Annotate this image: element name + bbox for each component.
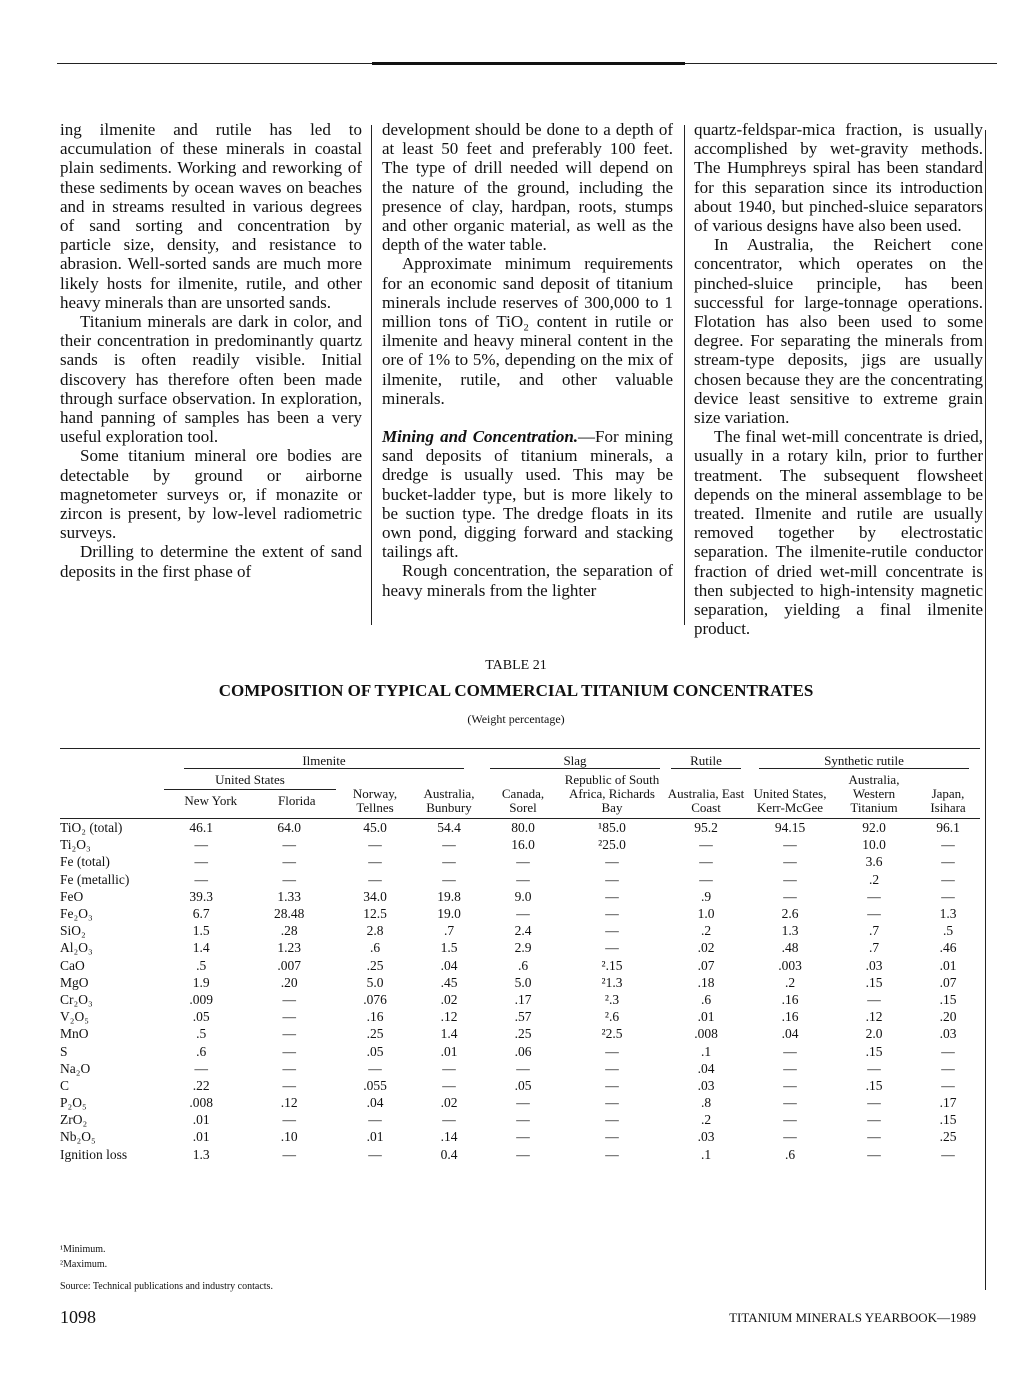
table-cell: .04 bbox=[781, 1026, 799, 1042]
table-cell: — bbox=[282, 1077, 296, 1093]
paragraph: quartz-feldspar-mica fraction, is usually accomplished by wet-gravity methods. The Humphreys spiral has been standard for this separation since its introduction about 1940, but pinched-sluice separators of various designs have also been used. bbox=[694, 120, 983, 236]
table-cell: — bbox=[783, 1129, 797, 1145]
table-cell: .1 bbox=[700, 1043, 712, 1059]
table-cell: 9.0 bbox=[514, 888, 532, 904]
table-cell: — bbox=[783, 1060, 797, 1076]
table-cell: 6.7 bbox=[192, 906, 210, 922]
table-cell: .2 bbox=[868, 871, 880, 887]
table-cell: — bbox=[282, 1060, 296, 1076]
table-cell: — bbox=[516, 1129, 530, 1145]
table-cell: 39.3 bbox=[189, 888, 213, 904]
table-cell: 80.0 bbox=[511, 820, 535, 836]
table-cell: — bbox=[368, 837, 382, 853]
table-cell: .15 bbox=[939, 991, 957, 1007]
table-cell: .25 bbox=[939, 1129, 957, 1145]
table-cell: — bbox=[605, 1077, 619, 1093]
table-cell: .01 bbox=[939, 957, 957, 973]
table-cell: .10 bbox=[280, 1129, 298, 1145]
table-cell: — bbox=[194, 837, 208, 853]
table-cell: — bbox=[867, 991, 881, 1007]
table-cell: — bbox=[516, 1095, 530, 1111]
table-title: COMPOSITION OF TYPICAL COMMERCIAL TITANIUM CONCENTRATES bbox=[218, 681, 814, 700]
table-cell: .20 bbox=[939, 1009, 957, 1025]
running-title: TITANIUM MINERALS YEARBOOK—1989 bbox=[729, 1310, 976, 1325]
table-cell: — bbox=[783, 837, 797, 853]
table-cell: — bbox=[941, 1146, 955, 1162]
table-cell: — bbox=[516, 1146, 530, 1162]
header-row-groups bbox=[60, 752, 980, 771]
paragraph: The final wet-mill concentrate is dried, usually in a rotary kiln, prior to further treatment. The subsequent flowsheet depends on the mineral assemblage to be treated. Ilmenite and rutile are usually removed together by electrostatic separation. The ilmenite-rutile conductor fraction of dried wet-mill concentrate is then subjected to high-intensity magnetic separation, yielding a final ilmenite product. bbox=[694, 427, 983, 639]
table-cell: .01 bbox=[697, 1009, 715, 1025]
table-cell: 54.4 bbox=[437, 820, 461, 836]
table-cell: .25 bbox=[366, 1026, 384, 1042]
table-cell: — bbox=[867, 906, 881, 922]
row-label: Cr₂O₃ bbox=[60, 991, 93, 1007]
table-cell: 5.0 bbox=[366, 974, 384, 990]
table-cell: .6 bbox=[700, 991, 712, 1007]
row-label: Nb₂O₅ bbox=[60, 1129, 96, 1145]
table-cell: — bbox=[867, 1112, 881, 1128]
table-cell: 0.4 bbox=[440, 1146, 458, 1162]
text-column-2 bbox=[382, 120, 673, 600]
table-cell: .15 bbox=[939, 1112, 957, 1128]
table-cell: .03 bbox=[697, 1077, 715, 1093]
table-cell: — bbox=[605, 1112, 619, 1128]
group-united-states: United States New York Florida bbox=[162, 771, 338, 817]
table-cell: 1.3 bbox=[939, 906, 957, 922]
table-cell: — bbox=[516, 906, 530, 922]
table-cell: — bbox=[282, 1009, 296, 1025]
table-cell: — bbox=[368, 1146, 382, 1162]
table-cell: .05 bbox=[192, 1009, 210, 1025]
table-cell: 1.0 bbox=[697, 906, 715, 922]
table-cell: ¹85.0 bbox=[598, 820, 626, 836]
paragraph-text: —For mining sand deposits of titanium minerals, a dredge is usually used. This may be bucket-ladder type, but is more likely to be suction type. The dredge floats in its own pond, digging forward and stacking tailings aft. bbox=[382, 427, 673, 562]
row-label: FeO bbox=[60, 888, 84, 904]
page-right-rule bbox=[985, 130, 986, 1290]
table-cell: — bbox=[194, 871, 208, 887]
footnote-2: ²Maximum. bbox=[60, 1259, 108, 1270]
table-cell: .15 bbox=[865, 1077, 883, 1093]
table-cell: — bbox=[605, 923, 619, 939]
table-cell: — bbox=[442, 1077, 456, 1093]
table-cell: ²2.5 bbox=[601, 1026, 623, 1042]
header-row-columns bbox=[60, 771, 980, 817]
table-cell: — bbox=[783, 1077, 797, 1093]
footnote-1: ¹Minimum. bbox=[60, 1244, 106, 1255]
table-row bbox=[60, 1128, 980, 1145]
table-cell: — bbox=[605, 1095, 619, 1111]
table-cell: ².6 bbox=[604, 1009, 620, 1025]
table-cell: — bbox=[867, 1095, 881, 1111]
col-united-states-km: United States, Kerr-McGee bbox=[753, 786, 827, 815]
table-cell: .15 bbox=[865, 1043, 883, 1059]
table-cell: .17 bbox=[939, 1095, 957, 1111]
table-cell: — bbox=[783, 1112, 797, 1128]
table-cell: — bbox=[516, 871, 530, 887]
table-cell: .1 bbox=[700, 1146, 712, 1162]
row-label: Ti₂O₃ bbox=[60, 837, 91, 853]
table-cell: .076 bbox=[363, 991, 387, 1007]
table-cell: 10.0 bbox=[862, 837, 886, 853]
table-cell: 3.6 bbox=[865, 854, 883, 870]
table-cell: .008 bbox=[694, 1026, 718, 1042]
table-cell: — bbox=[442, 837, 456, 853]
table-cell: .16 bbox=[781, 991, 799, 1007]
table-row bbox=[60, 1060, 980, 1077]
table-cell: .04 bbox=[440, 957, 458, 973]
table-cell: — bbox=[941, 837, 955, 853]
col-new-york: New York bbox=[184, 793, 238, 808]
text-column-1 bbox=[60, 120, 362, 581]
table-cell: — bbox=[282, 1026, 296, 1042]
table-cell: — bbox=[867, 888, 881, 904]
table-body bbox=[60, 819, 980, 1163]
table-cell: — bbox=[282, 871, 296, 887]
table-cell: .2 bbox=[784, 974, 796, 990]
col-japan: Japan, Isihara bbox=[930, 786, 966, 815]
table-cell: .6 bbox=[196, 1043, 207, 1059]
table-cell: .02 bbox=[697, 940, 715, 956]
table-cell: 92.0 bbox=[862, 820, 886, 836]
table-cell: .12 bbox=[280, 1095, 298, 1111]
table-cell: — bbox=[699, 837, 713, 853]
row-label: Na₂O bbox=[60, 1060, 91, 1076]
table-top-rule bbox=[60, 748, 980, 749]
table-subtitle: (Weight percentage) bbox=[467, 712, 565, 726]
table-cell: 95.2 bbox=[694, 820, 718, 836]
row-label: P₂O₅ bbox=[60, 1095, 87, 1111]
table-cell: .06 bbox=[514, 1043, 532, 1059]
col-south-africa: Republic of South Africa, Richards Bay bbox=[564, 772, 660, 815]
table-cell: 2.8 bbox=[366, 923, 384, 939]
table-cell: .46 bbox=[939, 940, 957, 956]
table-cell: 2.6 bbox=[781, 906, 799, 922]
table-cell: .6 bbox=[784, 1146, 796, 1162]
table-cell: — bbox=[783, 854, 797, 870]
table-cell: — bbox=[282, 837, 296, 853]
table-row bbox=[60, 1025, 980, 1042]
table-cell: .003 bbox=[778, 957, 802, 973]
table-cell: 1.3 bbox=[192, 1146, 210, 1162]
table-cell: ².3 bbox=[604, 991, 620, 1007]
table-cell: .05 bbox=[514, 1077, 532, 1093]
group-synthetic: Synthetic rutile bbox=[748, 752, 980, 771]
table-cell: .17 bbox=[514, 991, 532, 1007]
table-row bbox=[60, 957, 980, 974]
table-cell: .5 bbox=[196, 957, 207, 973]
column-divider-1 bbox=[371, 125, 372, 625]
table-cell: — bbox=[282, 1043, 296, 1059]
table-cell: — bbox=[605, 906, 619, 922]
table-cell: 28.48 bbox=[274, 906, 305, 922]
row-label: V₂O₅ bbox=[60, 1009, 89, 1025]
table-cell: 1.5 bbox=[192, 923, 210, 939]
row-label: Al₂O₃ bbox=[60, 940, 93, 956]
text-column-3 bbox=[694, 120, 983, 638]
table-cell: .07 bbox=[697, 957, 715, 973]
table-cell: .5 bbox=[942, 923, 954, 939]
table-cell: .22 bbox=[192, 1077, 210, 1093]
table-cell: — bbox=[605, 1146, 619, 1162]
table-cell: .16 bbox=[366, 1009, 384, 1025]
table-cell: 2.9 bbox=[514, 940, 532, 956]
table-cell: 1.4 bbox=[440, 1026, 458, 1042]
table-cell: — bbox=[368, 1060, 382, 1076]
table-cell: .20 bbox=[280, 974, 298, 990]
table-cell: — bbox=[282, 854, 296, 870]
table-cell: — bbox=[941, 871, 955, 887]
row-label: TiO₂ (total) bbox=[60, 820, 123, 836]
table-cell: .7 bbox=[868, 940, 880, 956]
table-cell: .03 bbox=[865, 957, 883, 973]
table-cell: .16 bbox=[781, 1009, 799, 1025]
table-cell: .05 bbox=[366, 1043, 384, 1059]
table-cell: — bbox=[699, 871, 713, 887]
table-cell: 46.1 bbox=[189, 820, 213, 836]
row-label: S bbox=[60, 1043, 68, 1059]
table-cell: — bbox=[605, 1060, 619, 1076]
table-cell: — bbox=[194, 1060, 208, 1076]
table-cell: — bbox=[605, 1129, 619, 1145]
table-cell: .008 bbox=[189, 1095, 213, 1111]
table-cell: .48 bbox=[781, 940, 799, 956]
table-cell: 94.15 bbox=[774, 820, 806, 836]
row-label: SiO₂ bbox=[60, 923, 86, 939]
table-cell: .2 bbox=[700, 1112, 712, 1128]
paragraph: Approximate minimum requirements for an economic sand deposit of titanium minerals include reserves of 300,000 to 1 million tons of TiO₂ content in rutile or ilmenite and heavy mineral content in the ore of 1% to 5%, depending on the mix of ilmenite, rutile, and other valuable minerals. bbox=[382, 254, 673, 408]
table-cell: .007 bbox=[277, 957, 301, 973]
table-cell: — bbox=[442, 854, 456, 870]
table-cell: 1.3 bbox=[781, 923, 799, 939]
table-cell: — bbox=[605, 888, 619, 904]
table-cell: 34.0 bbox=[363, 888, 387, 904]
table-cell: .02 bbox=[440, 991, 458, 1007]
table-cell: — bbox=[941, 1077, 955, 1093]
table-cell: — bbox=[442, 1060, 456, 1076]
table-cell: — bbox=[867, 1060, 881, 1076]
table-cell: .18 bbox=[697, 974, 715, 990]
group-rutile: Rutile bbox=[664, 752, 748, 771]
table-cell: 1.23 bbox=[277, 940, 301, 956]
table-cell: 12.5 bbox=[363, 906, 387, 922]
table-cell: — bbox=[282, 1112, 296, 1128]
table-cell: — bbox=[699, 854, 713, 870]
table-cell: — bbox=[941, 854, 955, 870]
row-label: ZrO₂ bbox=[60, 1112, 88, 1128]
table-cell: ²25.0 bbox=[598, 837, 626, 853]
table-cell: .03 bbox=[939, 1026, 957, 1042]
section-heading: Mining and Concentration. bbox=[382, 427, 579, 447]
table-cell: .12 bbox=[440, 1009, 458, 1025]
col-norway: Norway, Tellnes bbox=[352, 786, 398, 815]
table-cell: .25 bbox=[366, 957, 384, 973]
paragraph: ing ilmenite and rutile has led to accumulation of these minerals in coastal plain sediments. Working and reworking of these sediments by ocean waves on beaches and in streams resulted in various degrees of sand sorting and concentration by particle size, density, and resistance to abrasion. Well-sorted sands are much more likely hosts for ilmenite, rutile, and other heavy minerals than are unsorted sands. bbox=[60, 120, 362, 312]
table-row bbox=[60, 905, 980, 922]
paragraph: Titanium minerals are dark in color, and their concentration in predominantly quartz sands is often readily visible. Initial discovery has therefore often been made through surface observation. In exploration, hand panning of samples has been a very useful exploration tool. bbox=[60, 312, 362, 447]
table-row bbox=[60, 819, 980, 837]
table-cell: 2.4 bbox=[514, 923, 532, 939]
col-australia-east: Australia, East Coast bbox=[667, 786, 745, 815]
table-cell: — bbox=[941, 888, 955, 904]
group-ilmenite: Ilmenite bbox=[162, 752, 486, 771]
col-canada: Canada, Sorel bbox=[501, 786, 545, 815]
table-cell: — bbox=[605, 940, 619, 956]
table-cell: — bbox=[516, 854, 530, 870]
row-label: Ignition loss bbox=[60, 1146, 128, 1162]
table-cell: .2 bbox=[700, 923, 712, 939]
table-cell: — bbox=[783, 1095, 797, 1111]
table-cell: .8 bbox=[700, 1095, 712, 1111]
table-row bbox=[60, 922, 980, 939]
table-cell: 64.0 bbox=[277, 820, 301, 836]
table-cell: — bbox=[516, 1112, 530, 1128]
table-cell: .57 bbox=[514, 1009, 532, 1025]
col-florida: Florida bbox=[278, 793, 316, 808]
table-cell: — bbox=[282, 991, 296, 1007]
table-row bbox=[60, 836, 980, 853]
table-cell: — bbox=[442, 1112, 456, 1128]
table-cell: — bbox=[941, 1043, 955, 1059]
row-label: CaO bbox=[60, 957, 85, 973]
source-note: Source: Technical publications and industry contacts. bbox=[60, 1281, 273, 1292]
table-cell: .7 bbox=[868, 923, 880, 939]
table-cell: 5.0 bbox=[514, 974, 532, 990]
table-cell: .6 bbox=[517, 957, 529, 973]
table-cell: — bbox=[605, 1043, 619, 1059]
table-cell: 1.9 bbox=[192, 974, 210, 990]
table-cell: .03 bbox=[697, 1129, 715, 1145]
table-row bbox=[60, 1008, 980, 1025]
table-cell: 16.0 bbox=[511, 837, 535, 853]
table-row bbox=[60, 1094, 980, 1111]
table-cell: .07 bbox=[939, 974, 957, 990]
table-cell: .6 bbox=[369, 940, 381, 956]
table-cell: — bbox=[867, 1146, 881, 1162]
table-row bbox=[60, 853, 980, 870]
table-row bbox=[60, 1111, 980, 1128]
composition-table bbox=[60, 752, 980, 1163]
column-divider-2 bbox=[684, 125, 685, 625]
top-rule-accent bbox=[372, 62, 685, 65]
table-cell: .009 bbox=[189, 991, 213, 1007]
table-cell: .04 bbox=[366, 1095, 384, 1111]
row-label: MgO bbox=[60, 974, 89, 990]
table-cell: — bbox=[783, 888, 797, 904]
table-row bbox=[60, 1077, 980, 1094]
table-cell: ²1.3 bbox=[601, 974, 623, 990]
paragraph: development should be done to a depth of at least 50 feet and preferably 100 feet. The type of drill needed will depend on the nature of the ground, including the presence of clay, hardpan, roots, stumps and other organic material, as well as the depth of the water table. bbox=[382, 120, 673, 255]
table-cell: .01 bbox=[440, 1043, 458, 1059]
row-label: MnO bbox=[60, 1026, 89, 1042]
table-cell: .9 bbox=[700, 888, 712, 904]
table-cell: .01 bbox=[192, 1112, 210, 1128]
table-cell: .01 bbox=[192, 1129, 210, 1145]
table-row bbox=[60, 888, 980, 905]
paragraph: Drilling to determine the extent of sand deposits in the first phase of bbox=[60, 542, 362, 581]
table-cell: — bbox=[867, 1129, 881, 1145]
table-cell: .25 bbox=[514, 1026, 532, 1042]
table-row bbox=[60, 974, 980, 991]
table-cell: — bbox=[442, 871, 456, 887]
table-cell: — bbox=[783, 871, 797, 887]
page-number: 1098 bbox=[60, 1307, 96, 1327]
table-cell: 19.8 bbox=[437, 888, 461, 904]
col-australia-western: Australia, Western Titanium bbox=[848, 772, 900, 815]
table-cell: — bbox=[941, 1060, 955, 1076]
paragraph: In Australia, the Reichert cone concentrator, which operates on the pinched-sluice principle, has been successful for large-tonnage operations. Flotation has also been used to some degree. For separating the minerals from stream-type deposits, jigs are usually chosen because they are the concentrating device least sensitive to extreme grain size variation. bbox=[694, 235, 983, 428]
table-cell: 1.4 bbox=[192, 940, 210, 956]
table-cell: .7 bbox=[443, 923, 455, 939]
row-label: Fe₂O₃ bbox=[60, 906, 93, 922]
table-row bbox=[60, 939, 980, 956]
col-australia-bunbury: Australia, Bunbury bbox=[423, 786, 475, 815]
table-row bbox=[60, 1042, 980, 1059]
table-cell: 45.0 bbox=[363, 820, 387, 836]
table-cell: — bbox=[605, 854, 619, 870]
table-cell: 1.33 bbox=[277, 888, 301, 904]
paragraph: Rough concentration, the separation of heavy minerals from the lighter bbox=[382, 561, 673, 600]
table-cell: — bbox=[368, 871, 382, 887]
row-label: Fe (metallic) bbox=[60, 871, 130, 887]
table-row bbox=[60, 1146, 980, 1163]
table-cell: .055 bbox=[363, 1077, 387, 1093]
table-cell: 1.5 bbox=[440, 940, 458, 956]
table-cell: ².15 bbox=[601, 957, 623, 973]
table-cell: — bbox=[368, 1112, 382, 1128]
table-row bbox=[60, 991, 980, 1008]
table-cell: .45 bbox=[440, 974, 458, 990]
table-cell: .01 bbox=[366, 1129, 384, 1145]
group-slag: Slag bbox=[486, 752, 664, 771]
table-cell: — bbox=[194, 854, 208, 870]
table-cell: — bbox=[783, 1043, 797, 1059]
table-number: TABLE 21 bbox=[485, 658, 547, 673]
table-cell: .02 bbox=[440, 1095, 458, 1111]
table-cell: — bbox=[282, 1146, 296, 1162]
row-label: Fe (total) bbox=[60, 854, 110, 870]
table-cell: .15 bbox=[865, 974, 883, 990]
table-cell: 96.1 bbox=[936, 820, 960, 836]
table-cell: .12 bbox=[865, 1009, 883, 1025]
table-cell: .28 bbox=[280, 923, 298, 939]
table-cell: .14 bbox=[440, 1129, 458, 1145]
row-label: C bbox=[60, 1077, 70, 1093]
table-cell: — bbox=[516, 1060, 530, 1076]
table-cell: 19.0 bbox=[437, 906, 461, 922]
table-cell: 2.0 bbox=[865, 1026, 883, 1042]
table-cell: — bbox=[368, 854, 382, 870]
paragraph: Some titanium mineral ore bodies are detectable by ground or airborne magnetometer surveys or, if monazite or zircon is present, by low-level radiometric surveys. bbox=[60, 446, 362, 543]
table-cell: .04 bbox=[697, 1060, 715, 1076]
table-cell: — bbox=[605, 871, 619, 887]
table-cell: .5 bbox=[196, 1026, 207, 1042]
table-row bbox=[60, 871, 980, 888]
